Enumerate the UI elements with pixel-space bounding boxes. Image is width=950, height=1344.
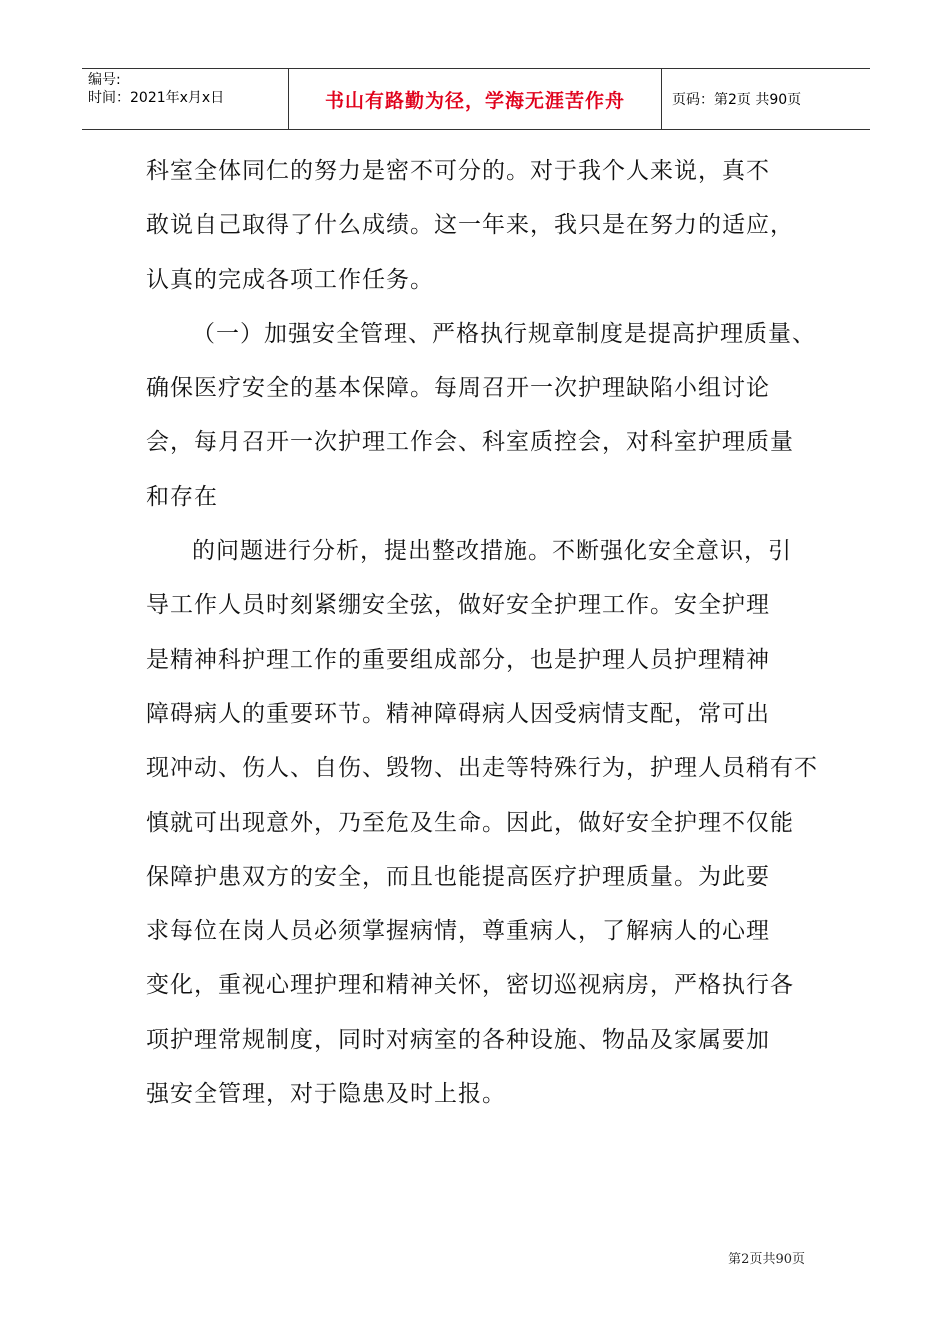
text-line: 敢说自己取得了什么成绩。这一年来，我只是在努力的适应，	[146, 212, 794, 239]
text-line: 障碍病人的重要环节。精神障碍病人因受病情支配，常可出	[146, 700, 770, 727]
text-line: 项护理常规制度，同时对病室的各种设施、物品及家属要加	[146, 1026, 770, 1053]
text-line: 现冲动、伤人、自伤、毁物、出走等特殊行为，护理人员稍有不	[146, 755, 818, 782]
document-date: 时间：2021年x月x日	[88, 90, 225, 106]
text-line: 变化，重视心理护理和精神关怀，密切巡视病房，严格执行各	[146, 972, 794, 999]
page-header	[82, 68, 870, 130]
text-line: 的问题进行分析，提出整改措施。不断强化安全意识，引	[192, 538, 792, 565]
text-line: 慎就可出现意外，乃至危及生命。因此，做好安全护理不仅能	[146, 809, 794, 836]
header-motto: 书山有路勤为径，学海无涯苦作舟	[289, 69, 662, 129]
text-line: 确保医疗安全的基本保障。每周召开一次护理缺陷小组讨论	[146, 375, 770, 402]
text-line: 科室全体同仁的努力是密不可分的。对于我个人来说，真不	[146, 158, 770, 184]
text-line: 求每位在岗人员必须掌握病情，尊重病人，了解病人的心理	[146, 918, 770, 945]
header-page-info: 页码：第2页 共90页	[672, 92, 802, 108]
text-line: 保障护患双方的安全，而且也能提高医疗护理质量。为此要	[146, 863, 770, 890]
header-meta	[82, 69, 289, 129]
page-footer: 第2页共90页	[728, 1252, 805, 1267]
text-line: 强安全管理，对于隐患及时上报。	[146, 1081, 506, 1108]
document-body	[146, 156, 826, 1133]
text-line: 认真的完成各项工作任务。	[146, 266, 434, 293]
document-number-label: 编号:	[88, 72, 121, 88]
text-line: 会，每月召开一次护理工作会、科室质控会，对科室护理质量	[146, 429, 794, 456]
text-line: （一）加强安全管理、严格执行规章制度是提高护理质量、	[192, 320, 816, 347]
text-line: 导工作人员时刻紧绷安全弦，做好安全护理工作。安全护理	[146, 592, 770, 619]
text-line: 和存在	[146, 483, 218, 510]
text-line: 是精神科护理工作的重要组成部分，也是护理人员护理精神	[146, 646, 770, 673]
